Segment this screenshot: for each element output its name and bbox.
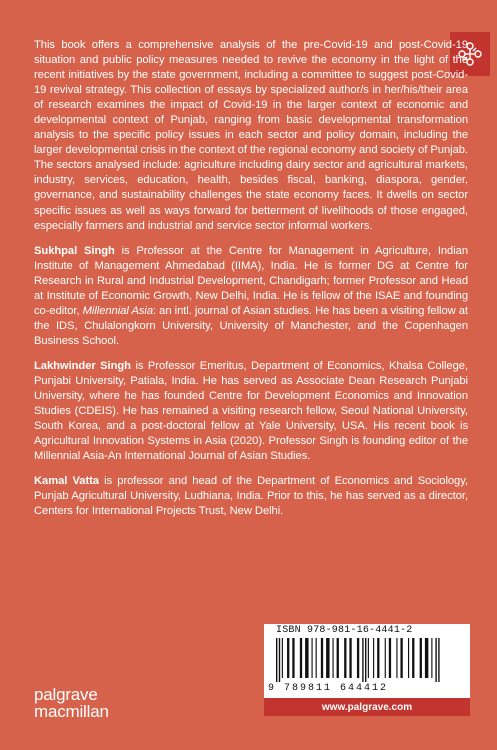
author-bio-text: is professor and head of the Department of Economics and Sociology, Punjab Agricultural University, Ludhiana, India. Prior to this, he has served as a director, Centers for International Projects Trust, New Delhi. <box>34 475 468 518</box>
barcode-bar <box>276 638 277 682</box>
author-name: Sukhpal Singh <box>34 244 115 257</box>
publisher-logo <box>34 686 109 720</box>
author-bio <box>34 244 468 349</box>
author-bio-text: is Professor Emeritus, Department of Economics, Khalsa College, Punjabi University, Patiala, India. He has served as Associate Dean Research Punjabi University, where he has founded Centre for Development Economics and Innovation Studies (CDEIS). He has remained a visiting research fellow, Seoul National University, South Korea, and a post-doctoral fellow at Yale University, USA. His recent book is Agricultural Innovation Systems in Asia (2020). Professor Singh is founding editor of the Millennial Asia-An International Journal of Asian Studies. <box>34 359 468 463</box>
barcode-bar <box>412 638 414 678</box>
barcode-bar <box>321 638 323 678</box>
barcode-bar <box>389 638 391 678</box>
barcode-bar <box>373 638 374 678</box>
author-name: Lakhwinder Singh <box>34 359 131 372</box>
barcode-bar <box>431 638 432 678</box>
barcode-bar <box>337 638 339 678</box>
publisher-logo-line1: palgrave <box>34 685 98 704</box>
author-name: Kamal Vatta <box>34 475 99 488</box>
barcode-bar <box>385 638 386 678</box>
barcode-bar <box>362 638 363 682</box>
barcode-bar <box>435 638 436 682</box>
author-bio <box>34 474 468 519</box>
barcode-bar <box>357 638 359 678</box>
book-description: This book offers a comprehensive analysis of the pre-Covid-19 and post-Covid-19 situation and public policy measures needed to revive the economy in the light of the recent initiatives by the state government, including a committee to suggest post-Covid-19 revival strategy. This collection of essays by specialized author/s in her/his/their area of research examines the impact of Covid-19 in the larger context of economic and developmental context of Punjab, ranging from basic developmental transformation analysis to the specific policy issues in each sector and policy domain, including the larger developmental crisis in the context of the regional economy and society of Punjab. The sectors analysed include: agriculture including dairy sector and agricultural markets, industry, services, education, health, besides fiscal, banking, diaspora, gender, governance, and sustainability challenges the state economy faces. It dwells on sector specific issues as well as ways forward for betterment of livelihoods of those engaged, especially farmers and industrial and service sector informal workers. <box>34 39 468 232</box>
publisher-logo-line2: macmillan <box>34 702 109 721</box>
barcode-bar <box>377 638 379 678</box>
barcode-bar <box>400 638 402 678</box>
barcode-bar <box>333 638 334 678</box>
barcode-bar <box>420 638 422 678</box>
barcode <box>276 638 458 682</box>
barcode-bar <box>305 638 308 678</box>
barcode-bar <box>438 638 439 682</box>
barcode-bar <box>287 638 289 678</box>
back-cover-text <box>34 38 468 529</box>
author-bio-text: is Professor at the Centre for Management in Agriculture, Indian Institute of Management Ahmedabad (IIMA), India. He is former DG at Centre for Research in Rural and Industrial Development, Chandigarh; former Professor and Head at Institute of Economic Growth, New Delhi, India. He is fellow of the ISAE and founding co-editor, <box>34 244 468 317</box>
website-url[interactable]: www.palgrave.com <box>264 698 470 716</box>
barcode-bar <box>349 638 351 678</box>
author-bio-text: : an intl. journal of Asian studies. He has been a visiting fellow at the IDS, Chulalongkorn University, University of Manchester, and the Copenhagen Business School. <box>34 304 468 347</box>
barcode-bar <box>300 638 302 678</box>
isbn-label: ISBN 978-981-16-4441-2 <box>276 625 413 636</box>
barcode-bar <box>316 638 317 678</box>
barcode-bar <box>326 638 329 678</box>
author-bio <box>34 359 468 464</box>
isbn-barcode-box <box>264 624 470 698</box>
barcode-digits: 9 789811 644412 <box>268 683 389 694</box>
barcode-bar <box>368 638 369 678</box>
barcode-bar <box>425 638 428 678</box>
barcode-bar <box>292 638 294 678</box>
barcode-bar <box>408 638 409 678</box>
barcode-bar <box>344 638 346 678</box>
journal-title: Millennial Asia <box>82 304 154 317</box>
barcode-bar <box>279 638 280 682</box>
barcode-bar <box>365 638 366 682</box>
barcode-bar <box>312 638 313 678</box>
barcode-bar <box>396 638 397 678</box>
barcode-bar <box>282 638 283 678</box>
